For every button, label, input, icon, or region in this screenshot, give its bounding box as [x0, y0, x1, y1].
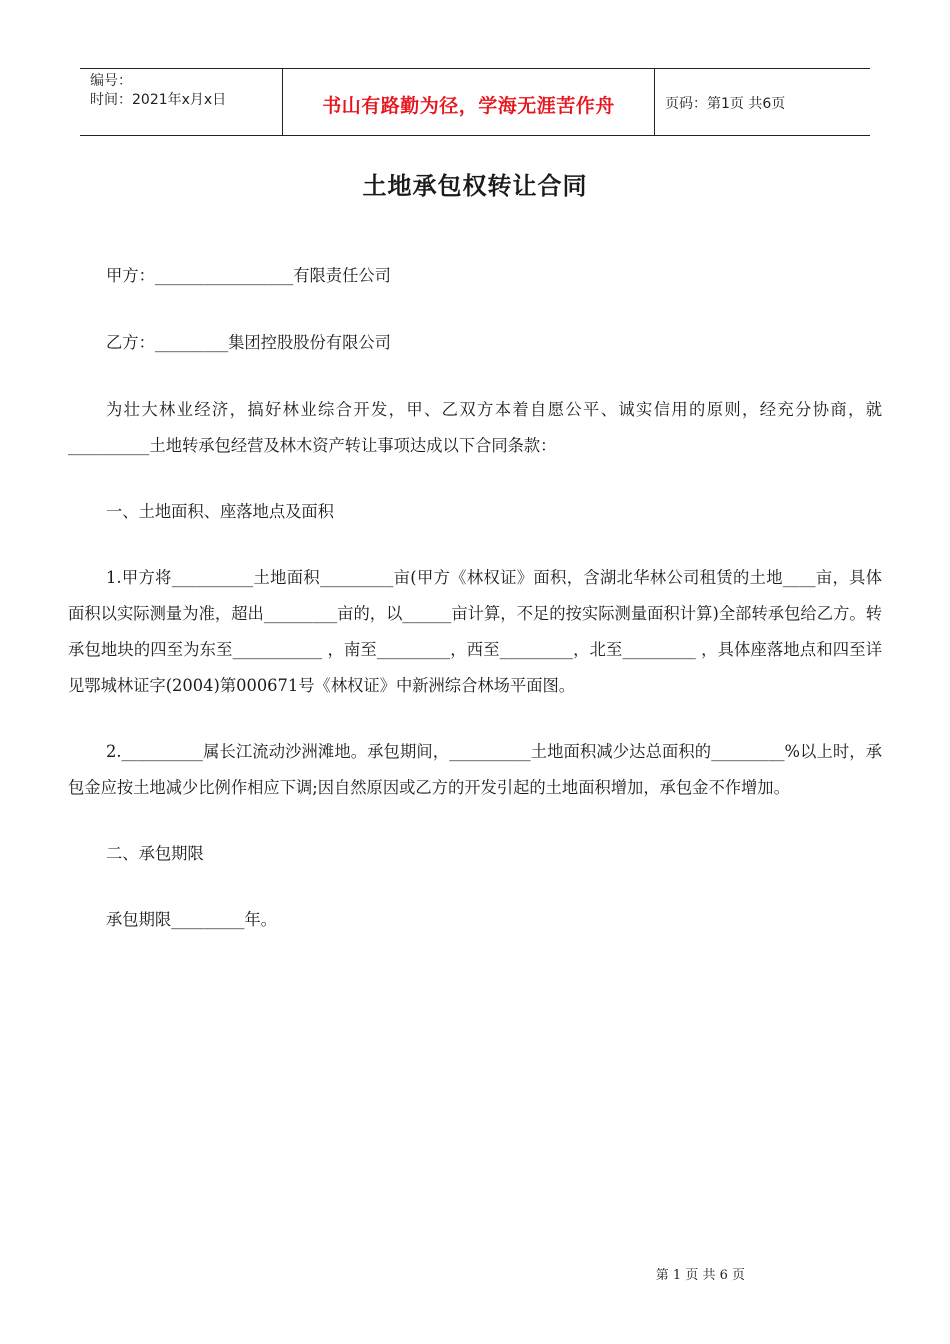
document-number-label: 编号： — [90, 73, 132, 89]
page-footer: 第 1 页 共 6 页 — [655, 1268, 745, 1283]
header-page-label: 页码：第1页 共6页 — [665, 96, 786, 112]
document-header — [80, 68, 870, 136]
intro-paragraph: 为壮大林业经济，搞好林业综合开发，甲、乙双方本着自愿公平、诚实信用的原则，经充分协商，就__________土地转承包经营及林木资产转让事项达成以下合同条款： — [68, 400, 882, 455]
document-body — [68, 258, 882, 938]
party-a-line: 甲方：_________________有限责任公司 — [106, 266, 391, 285]
clause-1-paragraph: 1.甲方将__________土地面积_________亩(甲方《林权证》面积，含湖北华林公司租赁的土地____亩，具体面积以实际测量为准，超出_________亩的，以______亩计算，不足的按实际测量面积计算)全部转承包给乙方。转承包地块的四至为东至___________ ，南至_________，西至_________，北至_________ ，具体座落地点和四至详见鄂城林证字(2004)第000671号《林权证》中新洲综合林场平面图。 — [68, 568, 882, 695]
clause-2-paragraph: 2.__________属长江流动沙洲滩地。承包期间，__________土地面积减少达总面积的_________%以上时，承包金应按土地减少比例作相应下调;因自然原因或乙方的开发引起的土地面积增加，承包金不作增加。 — [68, 742, 882, 797]
section-1-heading: 一、土地面积、座落地点及面积 — [106, 502, 334, 521]
party-b-line: 乙方：_________集团控股股份有限公司 — [106, 333, 391, 352]
document-title: 土地承包权转让合同 — [362, 172, 588, 200]
term-line: 承包期限_________年。 — [106, 910, 277, 929]
header-motto: 书山有路勤为径，学海无涯苦作舟 — [282, 69, 655, 135]
document-time-label: 时间：2021年x月x日 — [90, 92, 227, 108]
section-2-heading: 二、承包期限 — [106, 844, 204, 863]
header-meta — [80, 69, 282, 135]
